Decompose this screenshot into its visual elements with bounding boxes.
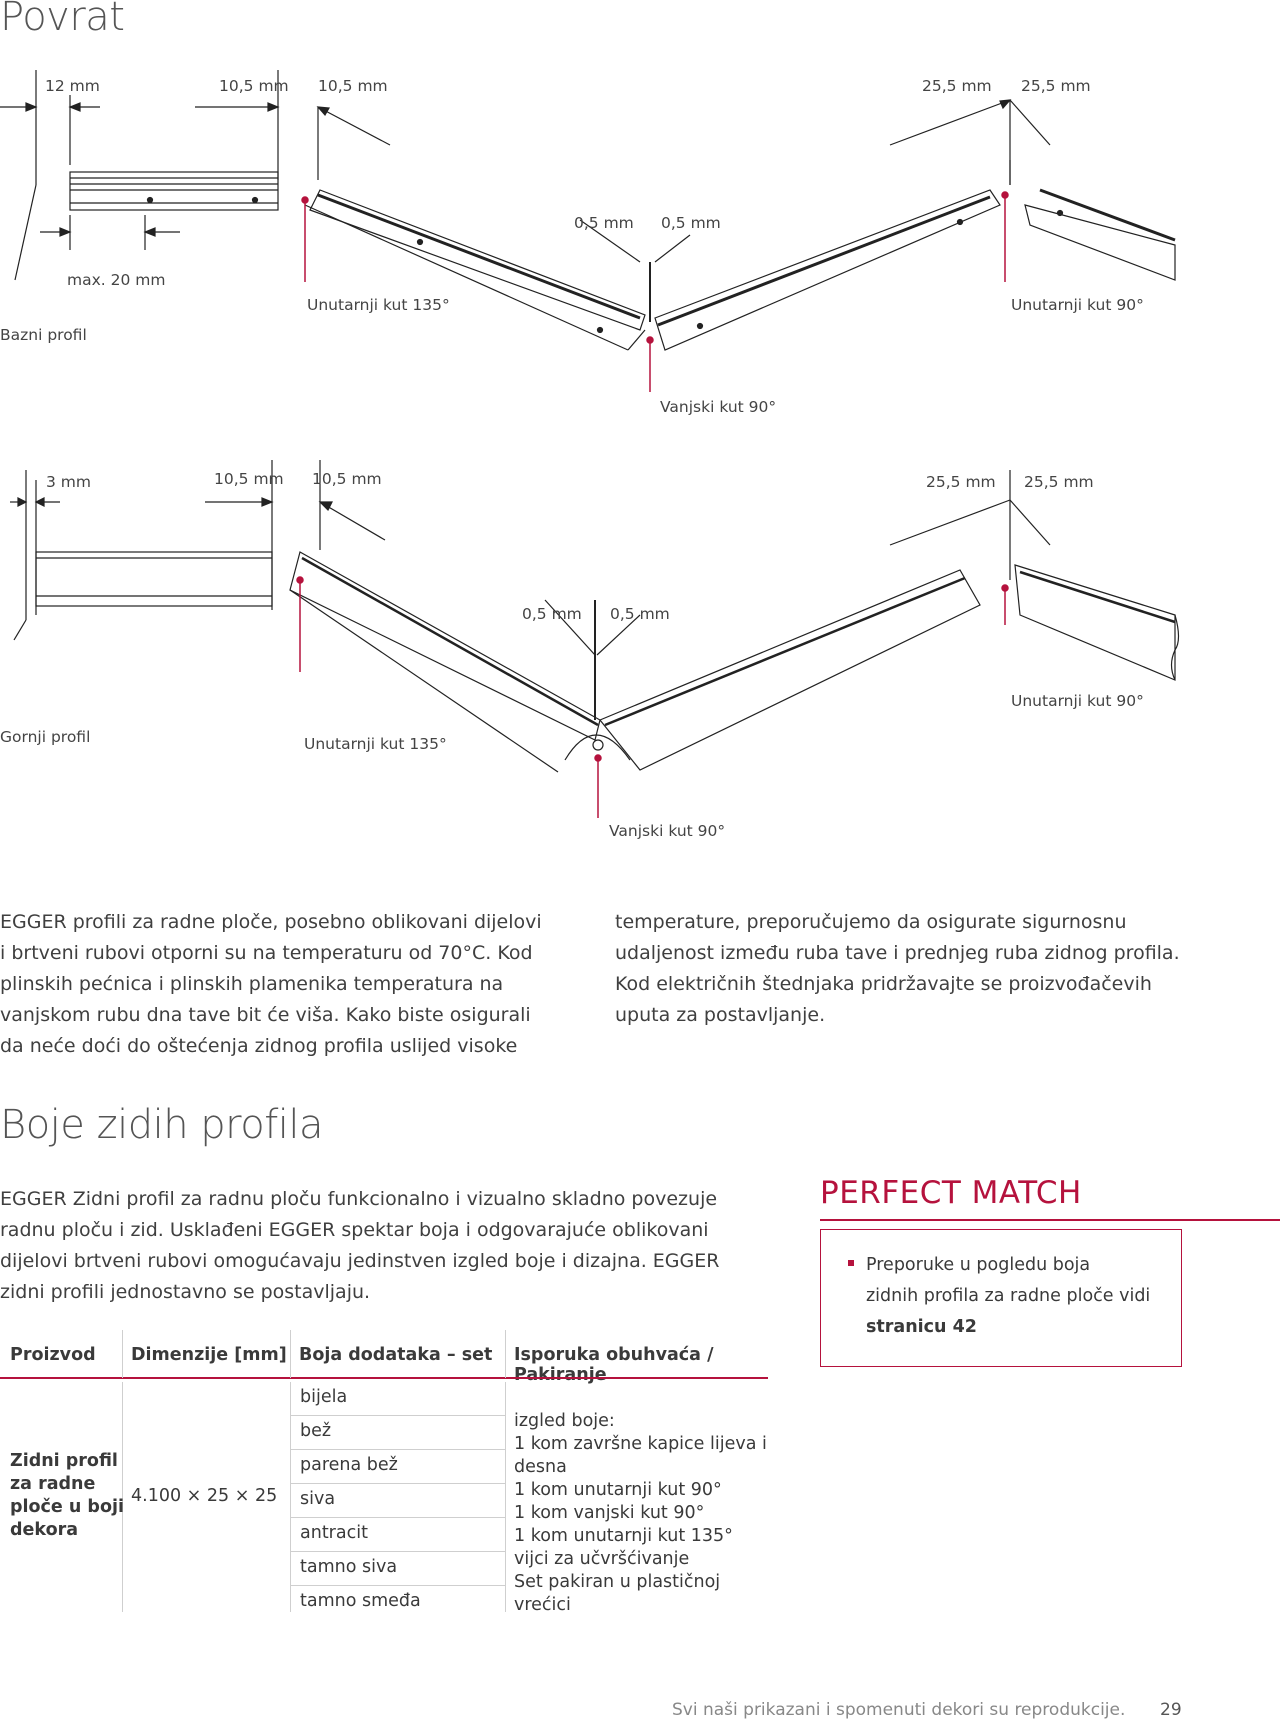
intro-line: Kod električnih štednjaka pridržavajte se proizvođačevih xyxy=(615,973,1152,995)
dim-label: 0,5 mm xyxy=(574,214,634,232)
product-line: Zidni profil xyxy=(10,1451,118,1471)
delivery-line: 1 kom unutarnji kut 90° xyxy=(514,1480,722,1500)
label-top-profile: Gornji profil xyxy=(0,728,91,746)
product-line: ploče u boji xyxy=(10,1497,124,1517)
table-header-dimension: Dimenzije [mm] xyxy=(131,1345,287,1365)
dim-label: 25,5 mm xyxy=(1024,473,1094,491)
dim-label: 0,5 mm xyxy=(522,605,582,623)
header-rule xyxy=(0,1377,768,1379)
col-divider xyxy=(505,1330,506,1378)
intro-line: uputa za postavljanje. xyxy=(615,1004,826,1026)
perfect-match-title: PERFECT MATCH xyxy=(820,1175,1082,1211)
dim-label: 12 mm xyxy=(45,77,100,95)
product-line: dekora xyxy=(10,1520,79,1540)
col-divider xyxy=(122,1330,123,1378)
perfect-match-link[interactable]: stranicu 42 xyxy=(866,1317,977,1337)
table-header-product: Proizvod xyxy=(10,1345,96,1365)
table-row: antracit xyxy=(291,1518,505,1552)
perfect-match-rule xyxy=(820,1219,1280,1221)
table-row: bijela xyxy=(291,1382,505,1416)
label-outer-90: Vanjski kut 90° xyxy=(609,822,726,840)
dim-label: 10,5 mm xyxy=(219,77,289,95)
page-title: Povrat xyxy=(0,0,125,40)
intro-line: temperature, preporučujemo da osigurate sigurnosnu xyxy=(615,911,1127,933)
dim-label: 25,5 mm xyxy=(1021,77,1091,95)
body-line: zidni profili jednostavno se postavljaju. xyxy=(0,1281,371,1303)
dim-label: 10,5 mm xyxy=(318,77,388,95)
diagram-base-profile xyxy=(0,0,1280,440)
table-row: parena bež xyxy=(291,1450,505,1484)
table-row: tamno smeđa xyxy=(300,1591,421,1611)
label-inner-90: Unutarnji kut 90° xyxy=(1011,692,1144,710)
dim-label: 0,5 mm xyxy=(661,214,721,232)
label-inner-135: Unutarnji kut 135° xyxy=(307,296,450,314)
table-colors-list xyxy=(291,1382,505,1619)
diagram-top-profile xyxy=(0,440,1280,860)
intro-line: EGGER profili za radne ploče, posebno oblikovani dijelovi xyxy=(0,911,542,933)
body-line: radnu ploču i zid. Usklađeni EGGER spektar boja i odgovarajuće oblikovani xyxy=(0,1219,709,1241)
dim-label: 0,5 mm xyxy=(610,605,670,623)
intro-line: udaljenost između ruba tave i prednjeg ruba zidnog profila. xyxy=(615,942,1180,964)
intro-line: da neće doći do oštećenja zidnog profila uslijed visoke xyxy=(0,1035,518,1057)
delivery-line: izgled boje: xyxy=(514,1411,615,1431)
dim-label: 10,5 mm xyxy=(312,470,382,488)
table-header-delivery: Isporuka obuhvaća / Pakiranje xyxy=(514,1345,714,1385)
intro-line: vanjskom rubu dna tave bit će viša. Kako biste osigurali xyxy=(0,1004,531,1026)
dim-label: 25,5 mm xyxy=(922,77,992,95)
intro-line: plinskih pećnica i plinskih plamenika temperatura na xyxy=(0,973,504,995)
table-cell-product xyxy=(10,1450,124,1542)
delivery-line: Set pakiran u plastičnoj vrećici xyxy=(514,1572,721,1615)
table-cell-dimension: 4.100 × 25 × 25 xyxy=(131,1486,278,1506)
colors-section-body xyxy=(0,1184,760,1308)
perfect-match-content xyxy=(848,1250,1150,1343)
delivery-line: 1 kom vanjski kut 90° xyxy=(514,1503,705,1523)
table-cell-delivery xyxy=(514,1410,774,1617)
spec-table xyxy=(0,1330,770,1616)
body-line: dijelovi brtveni rubovi omogućavaju jedinstven izgled boje i dizajna. EGGER xyxy=(0,1250,720,1272)
delivery-line: desna xyxy=(514,1457,567,1477)
label-inner-90: Unutarnji kut 90° xyxy=(1011,296,1144,314)
product-line: za radne xyxy=(10,1474,96,1494)
footer-note: Svi naši prikazani i spomenuti dekori su reprodukcije. xyxy=(672,1700,1126,1720)
dim-label: 3 mm xyxy=(46,473,91,491)
bullet-icon xyxy=(848,1260,854,1266)
table-row: bež xyxy=(291,1416,505,1450)
label-base-profile: Bazni profil xyxy=(0,326,87,344)
delivery-line: 1 kom završne kapice lijeva i xyxy=(514,1434,767,1454)
delivery-line: 1 kom unutarnji kut 135° xyxy=(514,1526,733,1546)
section-heading: Boje zidih profila xyxy=(0,1102,324,1148)
dim-label: 25,5 mm xyxy=(926,473,996,491)
intro-column-2 xyxy=(615,907,1235,1031)
table-header-color-set: Boja dodataka – set xyxy=(299,1345,493,1365)
perfect-match-line xyxy=(848,1250,1150,1281)
body-line: EGGER Zidni profil za radnu ploču funkcionalno i vizualno skladno povezuje xyxy=(0,1188,718,1210)
col-divider xyxy=(290,1330,291,1378)
page-number: 29 xyxy=(1160,1700,1182,1720)
dim-label: max. 20 mm xyxy=(67,271,166,289)
label-outer-90: Vanjski kut 90° xyxy=(660,398,777,416)
delivery-line: vijci za učvršćivanje xyxy=(514,1549,690,1569)
table-row: tamno siva xyxy=(291,1552,505,1586)
dim-label: 10,5 mm xyxy=(214,470,284,488)
intro-column-1 xyxy=(0,907,560,1062)
pm-text: Preporuke u pogledu boja xyxy=(866,1255,1091,1275)
perfect-match-line: zidnih profila za radne ploče vidi xyxy=(866,1286,1151,1306)
label-inner-135: Unutarnji kut 135° xyxy=(304,735,447,753)
intro-line: i brtveni rubovi otporni su na temperaturu od 70°C. Kod xyxy=(0,942,533,964)
table-row: siva xyxy=(291,1484,505,1518)
col-divider xyxy=(505,1382,506,1612)
